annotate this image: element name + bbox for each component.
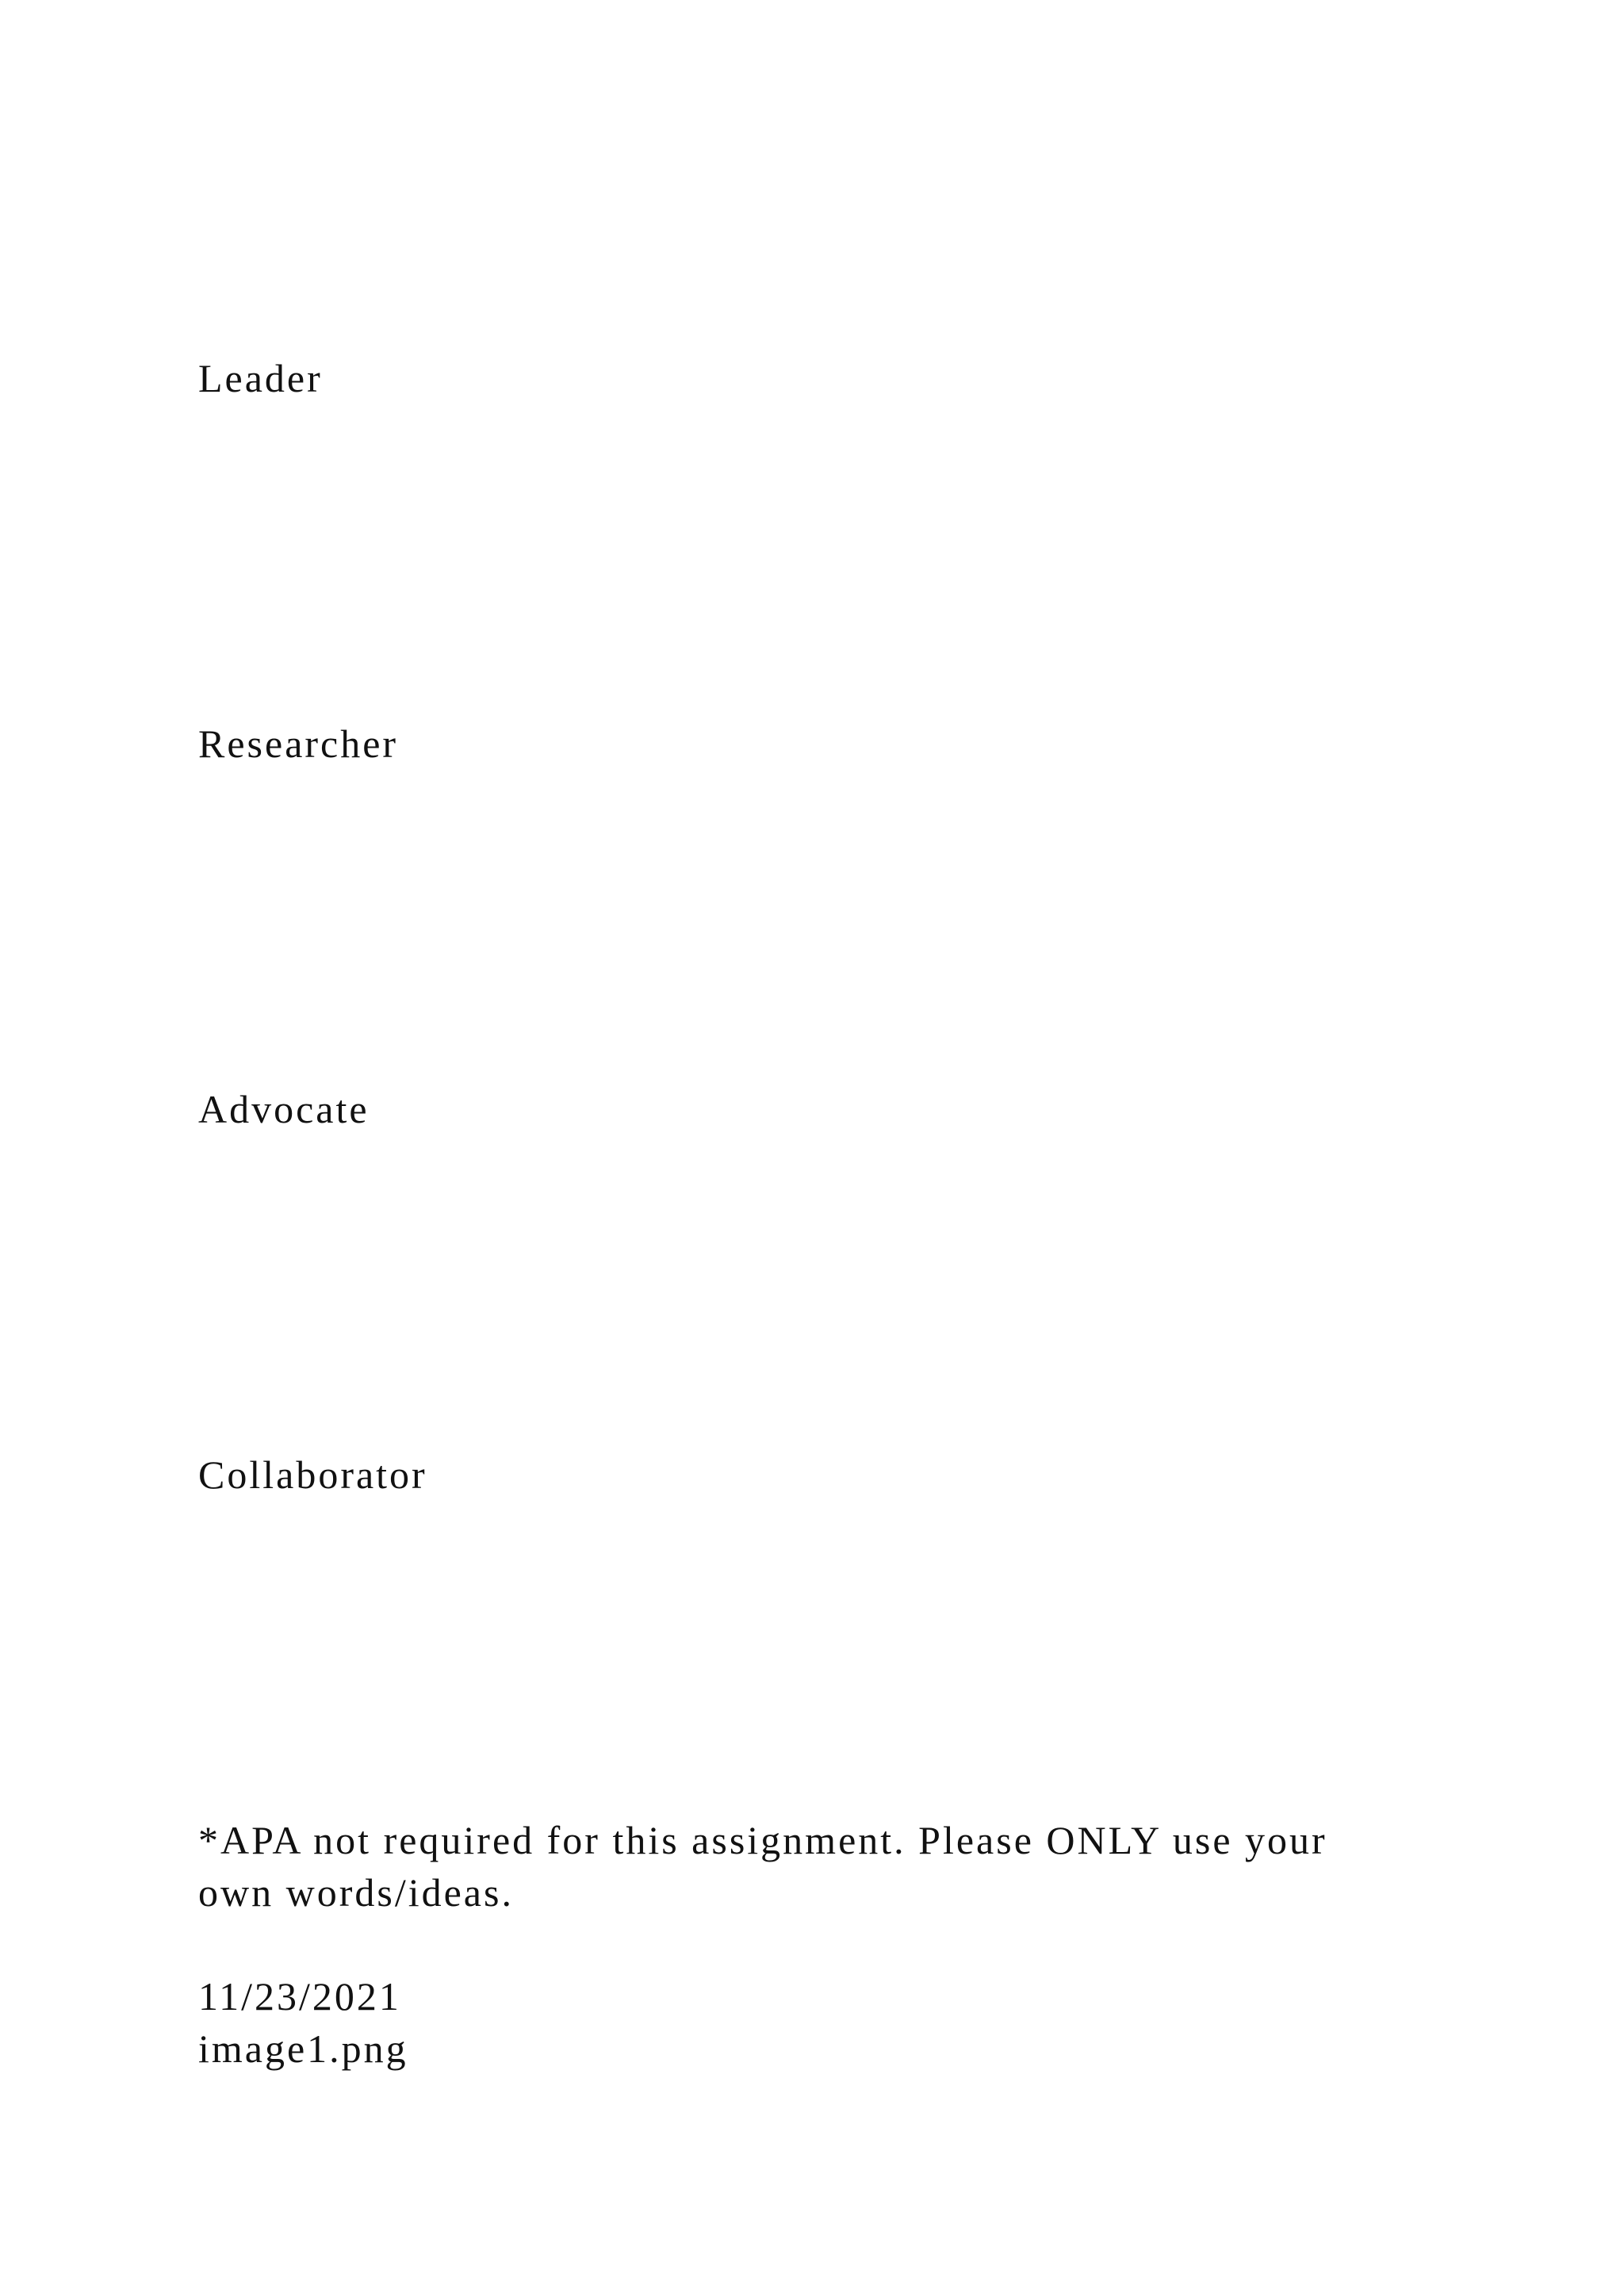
image-filename: image1.png <box>198 2026 408 2071</box>
assignment-note-line-1: *APA not required for this assignment. Please ONLY use your <box>198 1818 1327 1862</box>
section-heading-researcher: Researcher <box>198 721 399 766</box>
section-heading-advocate: Advocate <box>198 1087 370 1131</box>
document-date: 11/23/2021 <box>198 1974 401 2019</box>
section-heading-collaborator: Collaborator <box>198 1452 427 1497</box>
assignment-note-line-2: own words/ideas. <box>198 1870 514 1915</box>
section-heading-leader: Leader <box>198 356 323 400</box>
